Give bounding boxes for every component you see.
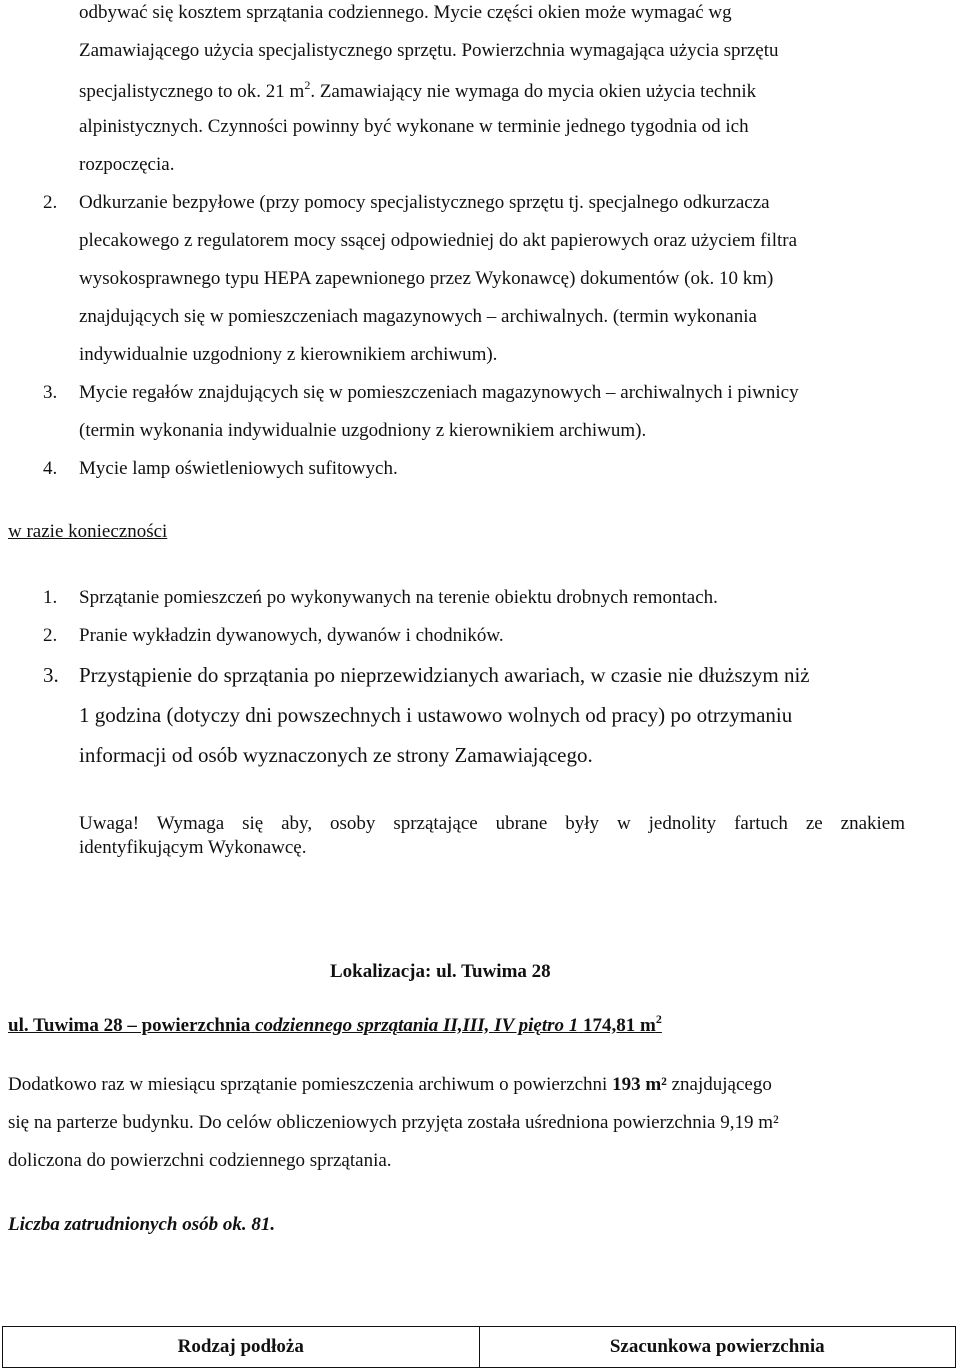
- superscript: 2: [655, 1012, 662, 1026]
- list-number: 2.: [43, 192, 58, 213]
- paragraph-line: się na parterze budynku. Do celów obliczeniowych przyjęta została uśredniona powierzchnia 9,19 m²: [8, 1112, 779, 1133]
- list-item-line: 1 godzina (dotyczy dni powszechnych i ustawowo wolnych od pracy) po otrzymaniu: [79, 703, 793, 727]
- list-item-line: Odkurzanie bezpyłowe (przy pomocy specjalistycznego sprzętu tj. specjalnego odkurzacza: [79, 192, 770, 213]
- list-item-line: Pranie wykładzin dywanowych, dywanów i chodników.: [79, 625, 504, 646]
- paragraph-line: rozpoczęcia.: [79, 154, 175, 175]
- table-header-row: [3, 1327, 956, 1368]
- paragraph-text: specjalistycznego to ok. 21 m: [79, 81, 305, 102]
- area-scope: codziennego sprzątania II,III, IV piętro 1: [255, 1015, 579, 1036]
- list-item-line: (termin wykonania indywidualnie uzgodniony z kierownikiem archiwum).: [79, 420, 647, 441]
- table-header-cell: Rodzaj podłoża: [3, 1327, 480, 1368]
- location-heading: Lokalizacja: ul. Tuwima 28: [330, 961, 551, 982]
- list-item-line: znajdujących się w pomieszczeniach magazynowych – archiwalnych. (termin wykonania: [79, 306, 757, 327]
- list-item-line: indywidualnie uzgodniony z kierownikiem archiwum).: [79, 344, 498, 365]
- list-number: 3.: [43, 382, 58, 403]
- area-label: ul. Tuwima 28 – powierzchnia: [8, 1015, 251, 1036]
- list-item-line: wysokosprawnego typu HEPA zapewnionego przez Wykonawcę) dokumentów (ok. 10 km): [79, 268, 774, 289]
- list-item-line: Sprzątanie pomieszczeń po wykonywanych na terenie obiektu drobnych remontach.: [79, 587, 718, 608]
- surface-table: [2, 1326, 956, 1368]
- paragraph-text: . Zamawiający nie wymaga do mycia okien użycia technik: [310, 81, 757, 102]
- note-line: identyfikującym Wykonawcę.: [79, 837, 307, 858]
- list-item-line: Mycie regałów znajdujących się w pomieszczeniach magazynowych – archiwalnych i piwnicy: [79, 382, 799, 403]
- staff-count: Liczba zatrudnionych osób ok. 81.: [8, 1214, 276, 1235]
- superscript: 2: [304, 78, 311, 92]
- list-item-line: plecakowego z regulatorem mocy ssącej odpowiedniej do akt papierowych oraz użyciem filtra: [79, 230, 798, 251]
- area-value: 174,81 m: [583, 1015, 656, 1036]
- list-number: 3.: [43, 663, 59, 687]
- list-number: 2.: [43, 625, 58, 646]
- note-line: Uwaga! Wymaga się aby, osoby sprzątające ubrane były w jednolity fartuch ze znakiem: [79, 813, 905, 834]
- table-header-cell: Szacunkowa powierzchnia: [479, 1327, 956, 1368]
- paragraph-line: doliczona do powierzchni codziennego sprzątania.: [8, 1150, 392, 1171]
- list-item-line: Mycie lamp oświetleniowych sufitowych.: [79, 458, 398, 479]
- paragraph-text: Dodatkowo raz w miesiącu sprzątanie pomieszczenia archiwum o powierzchni: [8, 1074, 608, 1095]
- paragraph-text: znajdującego: [671, 1074, 772, 1095]
- paragraph-line: [8, 1075, 772, 1094]
- paragraph-line: [79, 79, 756, 101]
- list-number: 1.: [43, 587, 58, 608]
- list-item-line: Przystąpienie do sprzątania po nieprzewidzianych awariach, w czasie nie dłuższym niż: [79, 663, 810, 687]
- paragraph-line: Zamawiającego użycia specjalistycznego sprzętu. Powierzchnia wymagająca użycia sprzętu: [79, 40, 779, 61]
- list-item-line: informacji od osób wyznaczonych ze strony Zamawiającego.: [79, 743, 593, 767]
- archive-area: 193 m²: [612, 1074, 667, 1095]
- paragraph-line: odbywać się kosztem sprzątania codziennego. Mycie części okien może wymagać wg: [79, 2, 732, 23]
- list-number: 4.: [43, 458, 58, 479]
- paragraph-line: alpinistycznych. Czynności powinny być wykonane w terminie jednego tygodnia od ich: [79, 116, 749, 137]
- area-line: [8, 1013, 662, 1035]
- section-heading: w razie konieczności: [8, 521, 168, 542]
